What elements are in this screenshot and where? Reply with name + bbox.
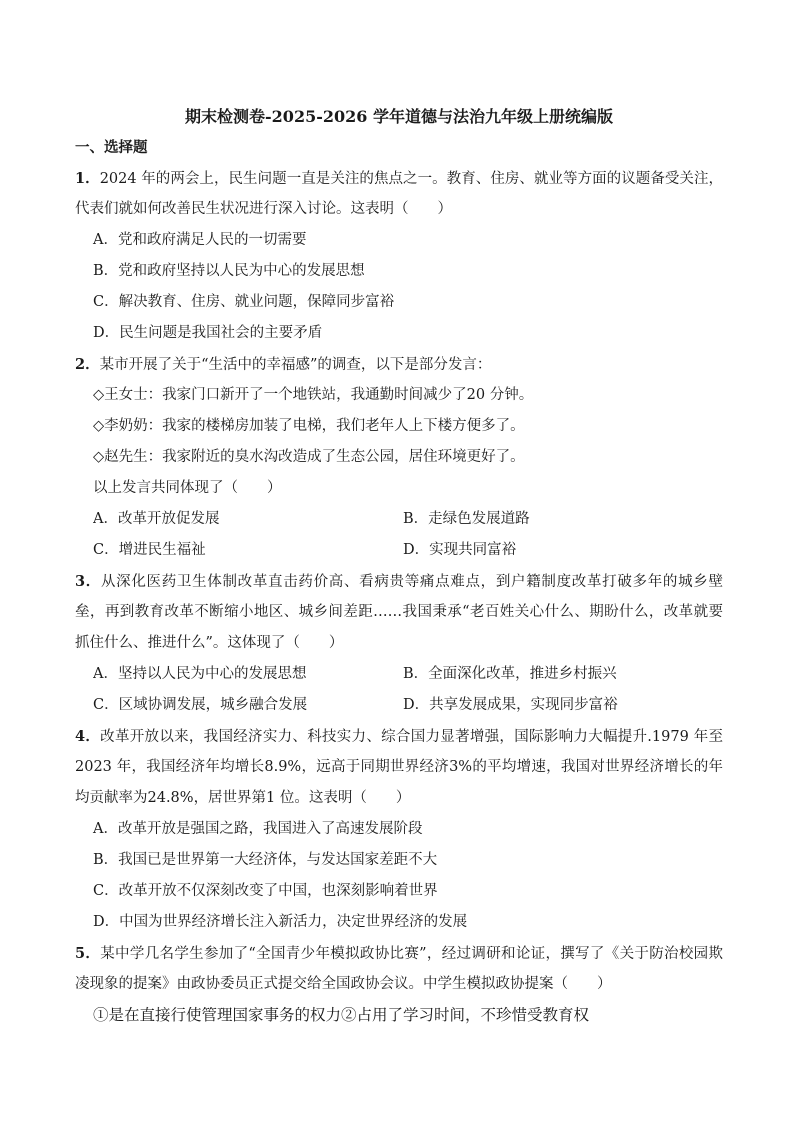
- question-3-line-2: 垒，再到教育改革不断缩小地区、城乡间差距……我国秉承“老百姓关心什么、期盼什么，改革就要: [75, 604, 723, 620]
- section-heading: 一、选择题: [75, 139, 148, 156]
- option-c: C．区域协调发展，城乡融合发展: [93, 697, 308, 713]
- option-c: C．增进民生福祉: [93, 542, 206, 558]
- option-a: A．改革开放是强国之路，我国进入了高速发展阶段: [93, 821, 423, 837]
- choice-row: [75, 1000, 723, 1031]
- question-number: 3．: [75, 573, 101, 590]
- choice-1: ①是在直接行使管理国家事务的权力: [93, 1006, 342, 1024]
- option-row: [75, 690, 723, 721]
- question-2: [75, 349, 723, 566]
- option-b: B．全面深化改革，推进乡村振兴: [403, 666, 617, 682]
- exam-page: [75, 101, 723, 1031]
- statement-wang: ◇王女士：我家门口新开了一个地铁站，我通勤时间减少了20 分钟。: [93, 387, 534, 403]
- option-d: D．民生问题是我国社会的主要矛盾: [93, 325, 323, 341]
- option-b: B．我国已是世界第一大经济体，与发达国家差距不大: [93, 852, 438, 868]
- question-1-line-2: 代表们就如何改善民生状况进行深入讨论。这表明（ ）: [75, 201, 452, 217]
- option-b: B．走绿色发展道路: [403, 511, 530, 527]
- question-5-line-1: [75, 938, 723, 969]
- question-text: 某市开展了关于“生活中的幸福感”的调查，以下是部分发言：: [99, 357, 492, 373]
- question-5-line-2: 凌现象的提案》由政协委员正式提交给全国政协会议。中学生模拟政协提案（ ）: [75, 976, 612, 992]
- question-1: [75, 163, 723, 349]
- page-title: 期末检测卷-2025-2026 学年道德与法治九年级上册统编版: [185, 107, 613, 126]
- option-b: B．党和政府坚持以人民为中心的发展思想: [93, 263, 365, 279]
- question-number: 5．: [75, 945, 101, 962]
- question-text: 某中学几名学生参加了“全国青少年模拟政协比赛”，经过调研和论证，撰写了《关于防治校园欺: [100, 946, 723, 962]
- option-d: D．共享发展成果，实现同步富裕: [403, 697, 618, 713]
- option-row: [75, 659, 723, 690]
- question-number: 1．: [75, 170, 100, 187]
- question-number: 4．: [75, 728, 101, 745]
- option-a: A．改革开放促发展: [93, 511, 220, 527]
- question-3-line-1: [75, 566, 723, 597]
- option-a: A．党和政府满足人民的一切需要: [93, 232, 307, 248]
- question-4-line-1: [75, 721, 723, 752]
- question-3-line-3: 抓住什么、推进什么”。这体现了（ ）: [75, 635, 344, 651]
- option-d: D．中国为世界经济增长注入新活力，决定世界经济的发展: [93, 914, 468, 930]
- choice-2: ②占用了学习时间，不珍惜受教育权: [341, 1006, 590, 1024]
- question-2-prompt: 以上发言共同体现了（ ）: [93, 480, 282, 496]
- question-5: [75, 938, 723, 1031]
- question-4-line-3: 均贡献率为24.8%，居世界第1 位。这表明（ ）: [75, 790, 411, 806]
- statement-li: ◇李奶奶：我家的楼梯房加装了电梯，我们老年人上下楼方便多了。: [93, 418, 525, 434]
- question-4: [75, 721, 723, 938]
- option-a: A．坚持以人民为中心的发展思想: [93, 666, 307, 682]
- option-c: C．改革开放不仅深刻改变了中国，也深刻影响着世界: [93, 883, 438, 899]
- question-number: 2．: [75, 356, 100, 373]
- question-text: 2024 年的两会上，民生问题一直是关注的焦点之一。教育、住房、就业等方面的议题备受关注，: [99, 171, 723, 187]
- option-d: D．实现共同富裕: [403, 542, 517, 558]
- question-1-line-1: [75, 163, 723, 194]
- question-4-line-2: 2023 年，我国经济年均增长8.9%，远高于同期世界经济3%的平均增速，我国对世界经济增长的年: [75, 759, 723, 775]
- question-text: 从深化医药卫生体制改革直击药价高、看病贵等痛点难点，到户籍制度改革打破多年的城乡壁: [100, 574, 723, 590]
- statement-zhao: ◇赵先生：我家附近的臭水沟改造成了生态公园，居住环境更好了。: [93, 449, 525, 465]
- question-2-line-1: [75, 349, 723, 380]
- question-3: [75, 566, 723, 721]
- question-text: 改革开放以来，我国经济实力、科技实力、综合国力显著增强，国际影响力大幅提升.1979 年至: [100, 729, 723, 745]
- option-c: C．解决教育、住房、就业问题，保障同步富裕: [93, 294, 395, 310]
- option-row: [75, 535, 723, 566]
- option-row: [75, 504, 723, 535]
